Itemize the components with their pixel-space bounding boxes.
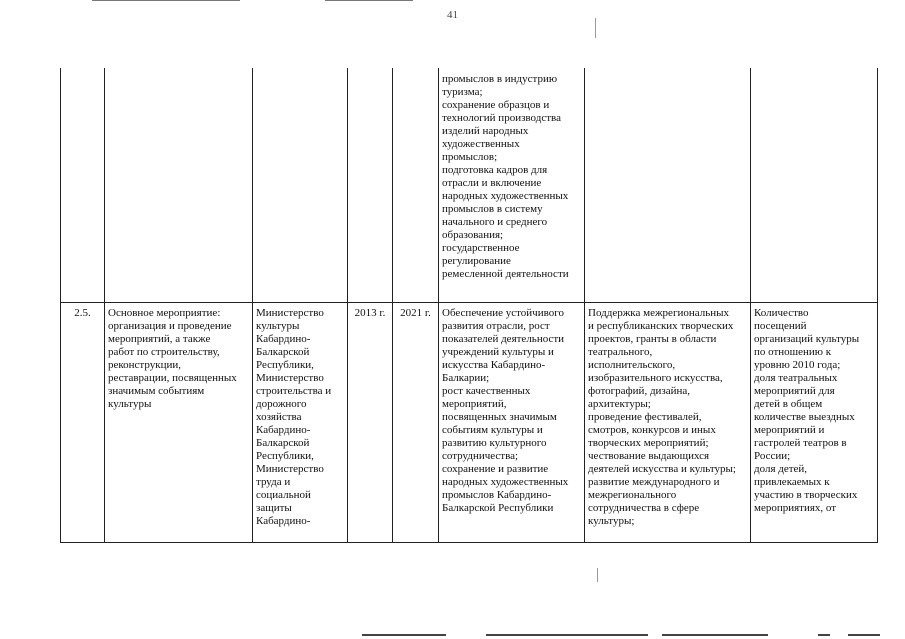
- text-line: промыслов;: [442, 151, 498, 163]
- cell-measure-title: [105, 303, 253, 543]
- text-line: гастролей театров в: [754, 437, 847, 449]
- cell-number-empty: [61, 68, 105, 303]
- text-line: мероприятий для: [754, 385, 835, 397]
- text-line: доля театральных: [754, 372, 838, 384]
- text-line: смотров, конкурсов и иных: [588, 424, 716, 436]
- text-line: развитию культурного: [442, 437, 547, 449]
- text-line: сохранение образцов и: [442, 99, 550, 111]
- text-line: регулирование: [442, 255, 511, 267]
- text-line: Балкарской: [256, 437, 310, 449]
- cell-end-year: 2021 г.: [393, 303, 439, 543]
- text-line: проектов, гранты в области: [588, 333, 717, 345]
- text-line: работ по строительству,: [108, 346, 220, 358]
- text-line: ремесленной деятельности: [442, 268, 569, 280]
- text-line: деятелей искусства и культуры;: [588, 463, 736, 475]
- text-line: сотрудничества в сфере: [588, 502, 700, 514]
- text-line: культуры;: [588, 515, 635, 527]
- text-line: сотрудничества;: [442, 450, 519, 462]
- text-line: архитектуры;: [588, 398, 651, 410]
- program-table: [60, 68, 878, 543]
- bottom-rule-3: [662, 634, 768, 636]
- text-line: Количество: [754, 307, 809, 319]
- text-line: социальной: [256, 489, 311, 501]
- bottom-rule-2: [486, 634, 648, 636]
- text-line: организаций культуры: [754, 333, 860, 345]
- text-line: России;: [754, 450, 791, 462]
- text-line: учреждений культуры и: [442, 346, 554, 358]
- text-line: отрасли и включение: [442, 177, 542, 189]
- text-line: Обеспечение устойчивого: [442, 307, 564, 319]
- text-line: и республиканских творческих: [588, 320, 734, 332]
- text-line: государственное: [442, 242, 520, 254]
- continuation-row: [61, 68, 878, 303]
- text-line: технологий производства: [442, 112, 561, 124]
- text-line: хозяйства: [256, 411, 302, 423]
- text-line: Балкарской Республики: [442, 502, 554, 514]
- row-2-5: [61, 303, 878, 543]
- text-line: защиты: [256, 502, 292, 514]
- cell-start-empty: [348, 68, 393, 303]
- text-line: Кабардино-: [256, 333, 311, 345]
- text-line: Поддержка межрегиональных: [588, 307, 729, 319]
- text-line: событиям культуры и: [442, 424, 543, 436]
- text-line: дорожного: [256, 398, 307, 410]
- text-line: организация и проведение: [108, 320, 232, 332]
- margin-mark-bottom: [597, 568, 598, 582]
- text-line: значимым событиям: [108, 385, 205, 397]
- text-line: количестве выездных: [754, 411, 855, 423]
- text-line: туризма;: [442, 86, 483, 98]
- text-line: Балкарской: [256, 346, 310, 358]
- text-line: чествование выдающихся: [588, 450, 710, 462]
- text-line: начального и среднего: [442, 216, 548, 228]
- text-line: межрегионального: [588, 489, 677, 501]
- text-line: развития отрасли, рост: [442, 320, 550, 332]
- text-line: показателей деятельности: [442, 333, 565, 345]
- text-line: участию в творческих: [754, 489, 858, 501]
- text-line: искусства Кабардино-: [442, 359, 546, 371]
- text-line: фотографий, дизайна,: [588, 385, 691, 397]
- bottom-rule-4: [818, 634, 830, 636]
- margin-mark-top: [595, 18, 596, 38]
- text-line: мероприятий и: [754, 424, 825, 436]
- cell-activities: [585, 303, 751, 543]
- text-line: труда и: [256, 476, 291, 488]
- text-line: развитие международного и: [588, 476, 720, 488]
- text-line: промыслов в систему: [442, 203, 543, 215]
- text-line: культуры: [256, 320, 300, 332]
- cell-title-empty: [105, 68, 253, 303]
- text-line: привлекаемых к: [754, 476, 830, 488]
- cell-expected-results: [439, 68, 585, 303]
- text-line: детей в общем: [754, 398, 823, 410]
- top-rule-left: [92, 0, 240, 1]
- cell-executor-empty: [253, 68, 348, 303]
- text-line: Республики,: [256, 359, 314, 371]
- cell-start-year: 2013 г.: [348, 303, 393, 543]
- text-line: посещений: [754, 320, 807, 332]
- cell-end-empty: [393, 68, 439, 303]
- text-line: Кабардино-: [256, 515, 311, 527]
- text-line: культуры: [108, 398, 152, 410]
- cell-expected-results: [439, 303, 585, 543]
- text-line: реставрации, посвященных: [108, 372, 237, 384]
- text-line: Министерство: [256, 372, 324, 384]
- bottom-rule-1: [362, 634, 446, 636]
- text-line: изделий народных: [442, 125, 529, 137]
- text-line: творческих мероприятий;: [588, 437, 709, 449]
- text-line: промыслов Кабардино-: [442, 489, 552, 501]
- text-line: народных художественных: [442, 190, 569, 202]
- text-line: Кабардино-: [256, 424, 311, 436]
- text-line: мероприятиях, от: [754, 502, 837, 514]
- page-number: 41: [447, 9, 458, 21]
- text-line: реконструкции,: [108, 359, 181, 371]
- text-line: Республики,: [256, 450, 314, 462]
- text-line: уровню 2010 года;: [754, 359, 841, 371]
- cell-executor: [253, 303, 348, 543]
- text-line: образования;: [442, 229, 504, 241]
- text-line: Министерство: [256, 307, 324, 319]
- text-line: мероприятий, а также: [108, 333, 211, 345]
- text-line: сохранение и развитие: [442, 463, 549, 475]
- text-line: народных художественных: [442, 476, 569, 488]
- text-line: проведение фестивалей,: [588, 411, 702, 423]
- top-rule-right: [325, 0, 413, 1]
- text-line: исполнительского,: [588, 359, 676, 371]
- text-line: строительства и: [256, 385, 332, 397]
- text-line: доля детей,: [754, 463, 808, 475]
- text-line: Министерство: [256, 463, 324, 475]
- text-line: Балкарии;: [442, 372, 490, 384]
- text-line: Основное мероприятие:: [108, 307, 221, 319]
- cell-indicators-empty: [751, 68, 878, 303]
- text-line: подготовка кадров для: [442, 164, 548, 176]
- bottom-rule-5: [848, 634, 880, 636]
- text-line: изобразительного искусства,: [588, 372, 723, 384]
- text-line: мероприятий,: [442, 398, 507, 410]
- cell-indicators: [751, 303, 878, 543]
- text-line: рост качественных: [442, 385, 531, 397]
- text-line: промыслов в индустрию: [442, 73, 558, 85]
- cell-row-number: 2.5.: [61, 303, 105, 543]
- text-line: театрального,: [588, 346, 653, 358]
- text-line: по отношению к: [754, 346, 832, 358]
- text-line: художественных: [442, 138, 520, 150]
- cell-activities-empty: [585, 68, 751, 303]
- text-line: посвященных значимым: [442, 411, 557, 423]
